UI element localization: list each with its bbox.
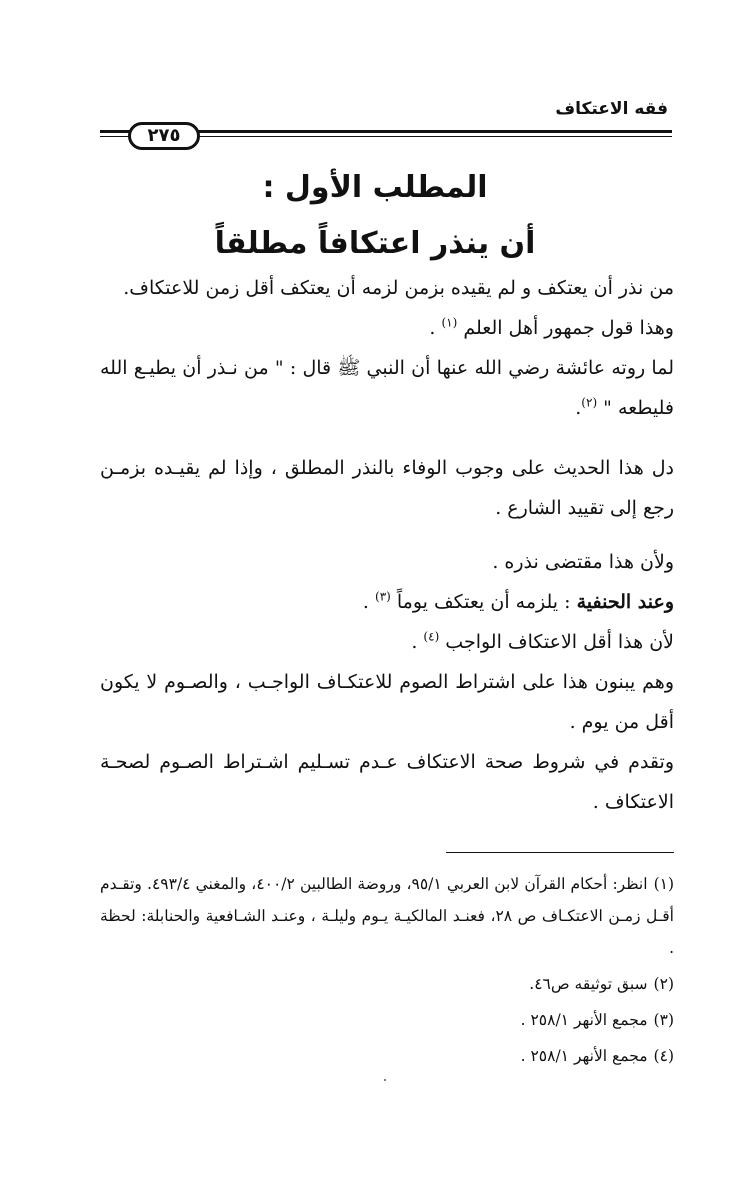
footnote: (٤)مجمع الأنهر ٢٥٨/١ .: [520, 1047, 674, 1065]
footnote-ref: (٢): [581, 395, 598, 410]
running-title: فقه الاعتكاف: [555, 99, 668, 119]
paragraph: وهم يبنون هذا على اشتراط الصوم للاعتكـاف الواجـب ، والصـوم لا يكون أقل من يوم .: [100, 671, 674, 733]
section-title: المطلب الأول :: [262, 170, 488, 205]
section-subtitle: أن ينذر اعتكافاً مطلقاً: [214, 226, 536, 261]
footnotes: [100, 868, 674, 1076]
body-text: [100, 268, 674, 822]
footnote: (٣)مجمع الأنهر ٢٥٨/١ .: [520, 1011, 674, 1029]
paragraph: وعند الحنفية : يلزمه أن يعتكف يوماً $^{(٣)}$ .: [362, 589, 674, 613]
paragraph: وهذا قول جمهور أهل العلم $^{(١)}$ .: [429, 315, 674, 339]
paragraph: دل هذا الحديث على وجوب الوفاء بالنذر المطلق ، وإذا لم يقيـده بزمـن رجع إلى تقييد الشارع .: [100, 457, 674, 519]
print-speck: [384, 1079, 386, 1081]
header-rule: [100, 118, 672, 154]
paragraph: لما روته عائشة رضي الله عنها أن النبي ﷺ قال : " من نـذر أن يطيـع الله فليطعه " $^{(٢)}$.: [100, 357, 674, 419]
footnote-ref: (٤): [423, 629, 440, 644]
paragraph: من نذر أن يعتكف و لم يقيده بزمن لزمه أن يعتكف أقل زمن للاعتكاف.: [123, 277, 674, 299]
footnote-ref: (٣): [375, 589, 391, 604]
page-number: ٢٧٥: [128, 122, 200, 150]
paragraph: ولأن هذا مقتضى نذره .: [492, 551, 674, 573]
footnote-divider: [446, 852, 674, 853]
footnote: (٢)سبق توثيقه ص٤٦.: [529, 975, 674, 993]
footnote: (١)انظر: أحكام القرآن لابن العربي ٩٥/١، وروضة الطالبين ٤٠٠/٢، والمغني ٤٩٣/٤. وتقـدم أقـل زمـن الاعتكـاف ص ٢٨، فعنـد المالكيـة يـوم وليلـة ، وعنـد الشـافعية والحنابلة: لحظة .: [100, 875, 675, 957]
paragraph: وتقدم في شروط صحة الاعتكاف عـدم تسـليم اشـتراط الصـوم لصحـة الاعتكاف .: [100, 751, 674, 813]
hanafi-label: وعند الحنفية: [576, 591, 674, 613]
paragraph: لأن هذا أقل الاعتكاف الواجب $^{(٤)}$ .: [411, 629, 674, 653]
footnote-ref: (١): [441, 315, 458, 330]
